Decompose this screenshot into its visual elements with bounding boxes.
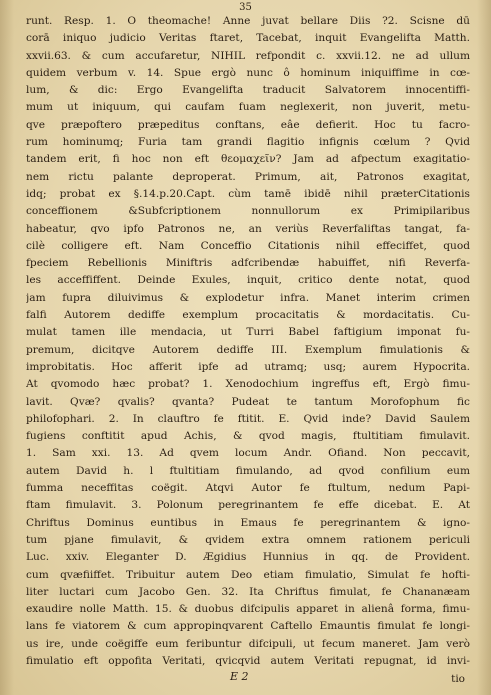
text-line: liter luctari cum Jacobo Gen. 32. Ita Chriftus fimulat, fe Chananæam [26, 585, 470, 598]
page-number: 35 [239, 2, 252, 13]
signature-mark: E 2 [230, 670, 249, 683]
text-line: fugiens conftitit apud Achis, & qvod magis, ftultitiam fimulavit. [26, 430, 470, 443]
text-line: quidem verbum v. 14. Spue ergò nunc ô hominum iniquiffime in cœ- [26, 66, 470, 79]
text-line: fimulatio eft oppofita Veritati, qvicqvid autem Veritati repugnat, id invi- [26, 654, 470, 667]
text-line: corā iniquo judicio Veritas ftaret, Tacebat, inquit Evangelifta Matth. [26, 32, 470, 45]
text-line: Chriftus Dominus euntibus in Emaus fe peregrinantem & igno- [26, 516, 470, 529]
text-line: nem rictu palante deproperat. Primum, ait, Patronos exagitat, [26, 170, 470, 183]
text-line: runt. Resp. 1. O theomache! Anne juvat bellare Diis ?2. Scisne dū [26, 15, 470, 27]
text-line: exaudire nolle Matth. 15. & duobus difcipulis apparet in alienâ forma, fimu- [26, 603, 470, 616]
text-line: cum qvæfiiffet. Tribuitur autem Deo etiam fimulatio, Simulat fe hofti- [26, 568, 470, 581]
text-line: conceffionem &Subfcriptionem nonnullorum ex Primipilaribus [26, 205, 470, 218]
text-line: fumma neceffitas coëgit. Atqvi Autor fe ftultum, nedum Papi- [26, 482, 470, 495]
text-line: fpeciem Rebellionis Miniftris adfcribendæ habuiffet, nifi Reverfa- [26, 257, 470, 270]
text-line: tum pjane fimulavit, & qvidem extra omnem rationem periculi [26, 533, 470, 546]
text-line: tandem erit, fi hoc non eft θεομαχεῖν? Jam ad afpectum exagitatio- [26, 153, 470, 166]
text-line: idq; probat ex §.14.p.20.Capt. cùm tamē ibidē nihil præterCitationis [26, 187, 470, 200]
text-line: falfi Autorem dediffe exemplum procacitatis & mordacitatis. Cu- [26, 309, 470, 322]
text-line: lans fe viatorem & cum appropinqvarent Caftello Emauntis fimulat fe longi- [26, 620, 470, 633]
body-text [26, 13, 470, 670]
text-line: us ire, unde coëgiffe eum feribuntur difcipuli, ut fecum maneret. Jam verò [26, 637, 470, 650]
text-line: cilè colligere eft. Nam Conceffio Citationis nihil effeciffet, quod [26, 239, 470, 252]
text-line: lum, & dic: Ergo Evangelifta traducit Salvatorem innocentiffi- [26, 84, 470, 97]
catchword: tio [451, 673, 465, 685]
text-line: Luc. xxiv. Eleganter D. Ægidius Hunnius in qq. de Provident. [26, 551, 470, 564]
text-line: xxvii.63. & cum accufaretur, NIHIL refpondit c. xxvii.12. ne ad ullum [26, 49, 470, 62]
text-line: mulat tamen ille mendacia, ut Turri Babel faftigium imponat fu- [26, 326, 470, 339]
text-line: habeatur, qvo ipfo Patronos ne, an veriùs Reverfaliftas tangat, fa- [26, 222, 470, 235]
text-line: mum ut iniquum, qui caufam fuam neglexerit, non juverit, metu- [26, 101, 470, 114]
text-line: qve præpoftero præpeditus conftans, eâe defierit. Hoc tu facro- [26, 118, 470, 131]
text-line: At qvomodo hæc probat? 1. Xenodochium ingreffus eft, Ergò fimu- [26, 378, 470, 391]
text-line: 1. Sam xxi. 13. Ad qvem locum Andr. Ofiand. Non peccavit, [26, 447, 470, 460]
left-edge-shadow [0, 0, 14, 695]
text-line: lavit. Qvæ? qvalis? qvanta? Pudeat te tantum Morofophum fic [26, 395, 470, 408]
text-line: improbitatis. Hoc afferit ipfe ad utramq; usq; aurem Hypocrita. [26, 360, 470, 373]
text-line: autem David h. l ftultitiam fimulando, ad qvod confilium eum [26, 464, 470, 477]
text-line: premum, dicitqve Autorem dediffe III. Exemplum fimulationis & [26, 343, 470, 356]
text-line: rum hominumq; Furia tam grandi flagitio infignis cœlum ? Qvid [26, 136, 470, 149]
right-edge-shadow [477, 0, 491, 695]
text-line: les acceffiffent. Deinde Exules, inquit, critico dente notat, quod [26, 274, 470, 287]
text-line: ftam fimulavit. 3. Polonum peregrinantem fe effe dicebat. E. At [26, 499, 470, 512]
text-line: philofophari. 2. In clauftro fe ftitit. E. Qvid inde? David Saulem [26, 412, 470, 425]
text-line: jam fupra diluivimus & explodetur infra. Manet interim crimen [26, 291, 470, 304]
